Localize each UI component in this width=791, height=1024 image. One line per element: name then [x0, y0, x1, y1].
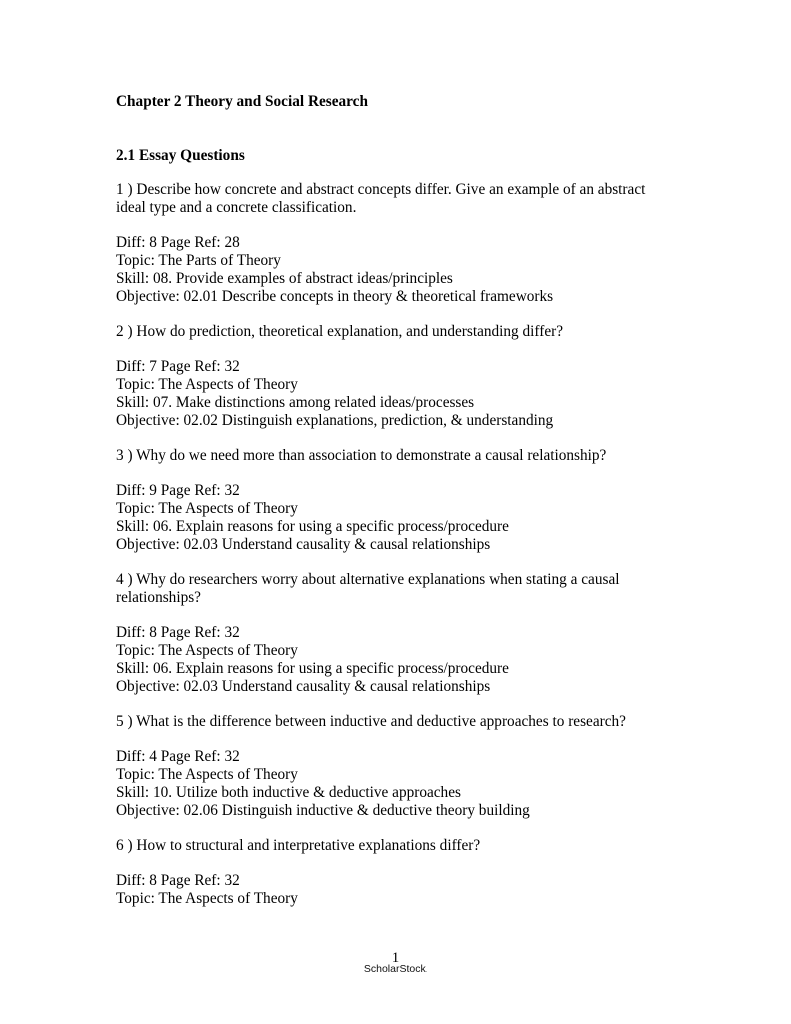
question-4-meta: [116, 624, 676, 696]
question-5-topic: Topic: The Aspects of Theory: [116, 766, 298, 783]
question-4-skill: Skill: 06. Explain reasons for using a specific process/procedure: [116, 660, 509, 677]
question-1-topic: Topic: The Parts of Theory: [116, 252, 281, 269]
question-1-skill: Skill: 08. Provide examples of abstract ideas/principles: [116, 270, 453, 287]
question-2-topic: Topic: The Aspects of Theory: [116, 376, 298, 393]
question-2-text: 2 ) How do prediction, theoretical explanation, and understanding differ?: [116, 323, 564, 340]
question-4-diff: Diff: 8 Page Ref: 32: [116, 624, 240, 641]
question-2-objective: Objective: 02.02 Distinguish explanations, prediction, & understanding: [116, 412, 554, 429]
question-3-diff: Diff: 9 Page Ref: 32: [116, 482, 240, 499]
question-3-skill: Skill: 06. Explain reasons for using a specific process/procedure: [116, 518, 509, 535]
question-5-text: 5 ) What is the difference between inductive and deductive approaches to research?: [116, 713, 626, 730]
question-5-meta: [116, 748, 676, 820]
question-5-objective: Objective: 02.06 Distinguish inductive & deductive theory building: [116, 802, 530, 819]
question-5-skill: Skill: 10. Utilize both inductive & deductive approaches: [116, 784, 461, 801]
question-3-text: 3 ) Why do we need more than association to demonstrate a causal relationship?: [116, 447, 607, 464]
question-3-objective: Objective: 02.03 Understand causality & causal relationships: [116, 536, 491, 553]
question-1-meta: [116, 234, 676, 306]
watermark-dot: .: [425, 968, 428, 974]
question-4-topic: Topic: The Aspects of Theory: [116, 642, 298, 659]
question-2-meta: [116, 358, 676, 430]
question-1-objective: Objective: 02.01 Describe concepts in theory & theoretical frameworks: [116, 288, 554, 305]
question-6-diff: Diff: 8 Page Ref: 32: [116, 872, 240, 889]
question-2-skill: Skill: 07. Make distinctions among related ideas/processes: [116, 394, 475, 411]
question-6-text: 6 ) How to structural and interpretative explanations differ?: [116, 837, 481, 854]
watermark-text: ScholarStock: [363, 963, 426, 975]
section-title: 2.1 Essay Questions: [116, 147, 245, 164]
question-3-topic: Topic: The Aspects of Theory: [116, 500, 298, 517]
question-3-meta: [116, 482, 676, 554]
question-6-meta: [116, 872, 676, 908]
chapter-title: Chapter 2 Theory and Social Research: [116, 93, 368, 110]
page-number: 1: [391, 950, 400, 966]
question-4-text: 4 ) Why do researchers worry about alternative explanations when stating a causal relationships?: [116, 571, 620, 606]
page-content: [116, 93, 676, 925]
question-1-diff: Diff: 8 Page Ref: 28: [116, 234, 240, 251]
question-2-diff: Diff: 7 Page Ref: 32: [116, 358, 240, 375]
question-6-topic: Topic: The Aspects of Theory: [116, 890, 298, 907]
question-1-text: 1 ) Describe how concrete and abstract concepts differ. Give an example of an abstract ideal type and a concrete classification.: [116, 181, 646, 216]
question-4-objective: Objective: 02.03 Understand causality & causal relationships: [116, 678, 491, 695]
question-5-diff: Diff: 4 Page Ref: 32: [116, 748, 240, 765]
watermark-logo: [0, 963, 791, 977]
